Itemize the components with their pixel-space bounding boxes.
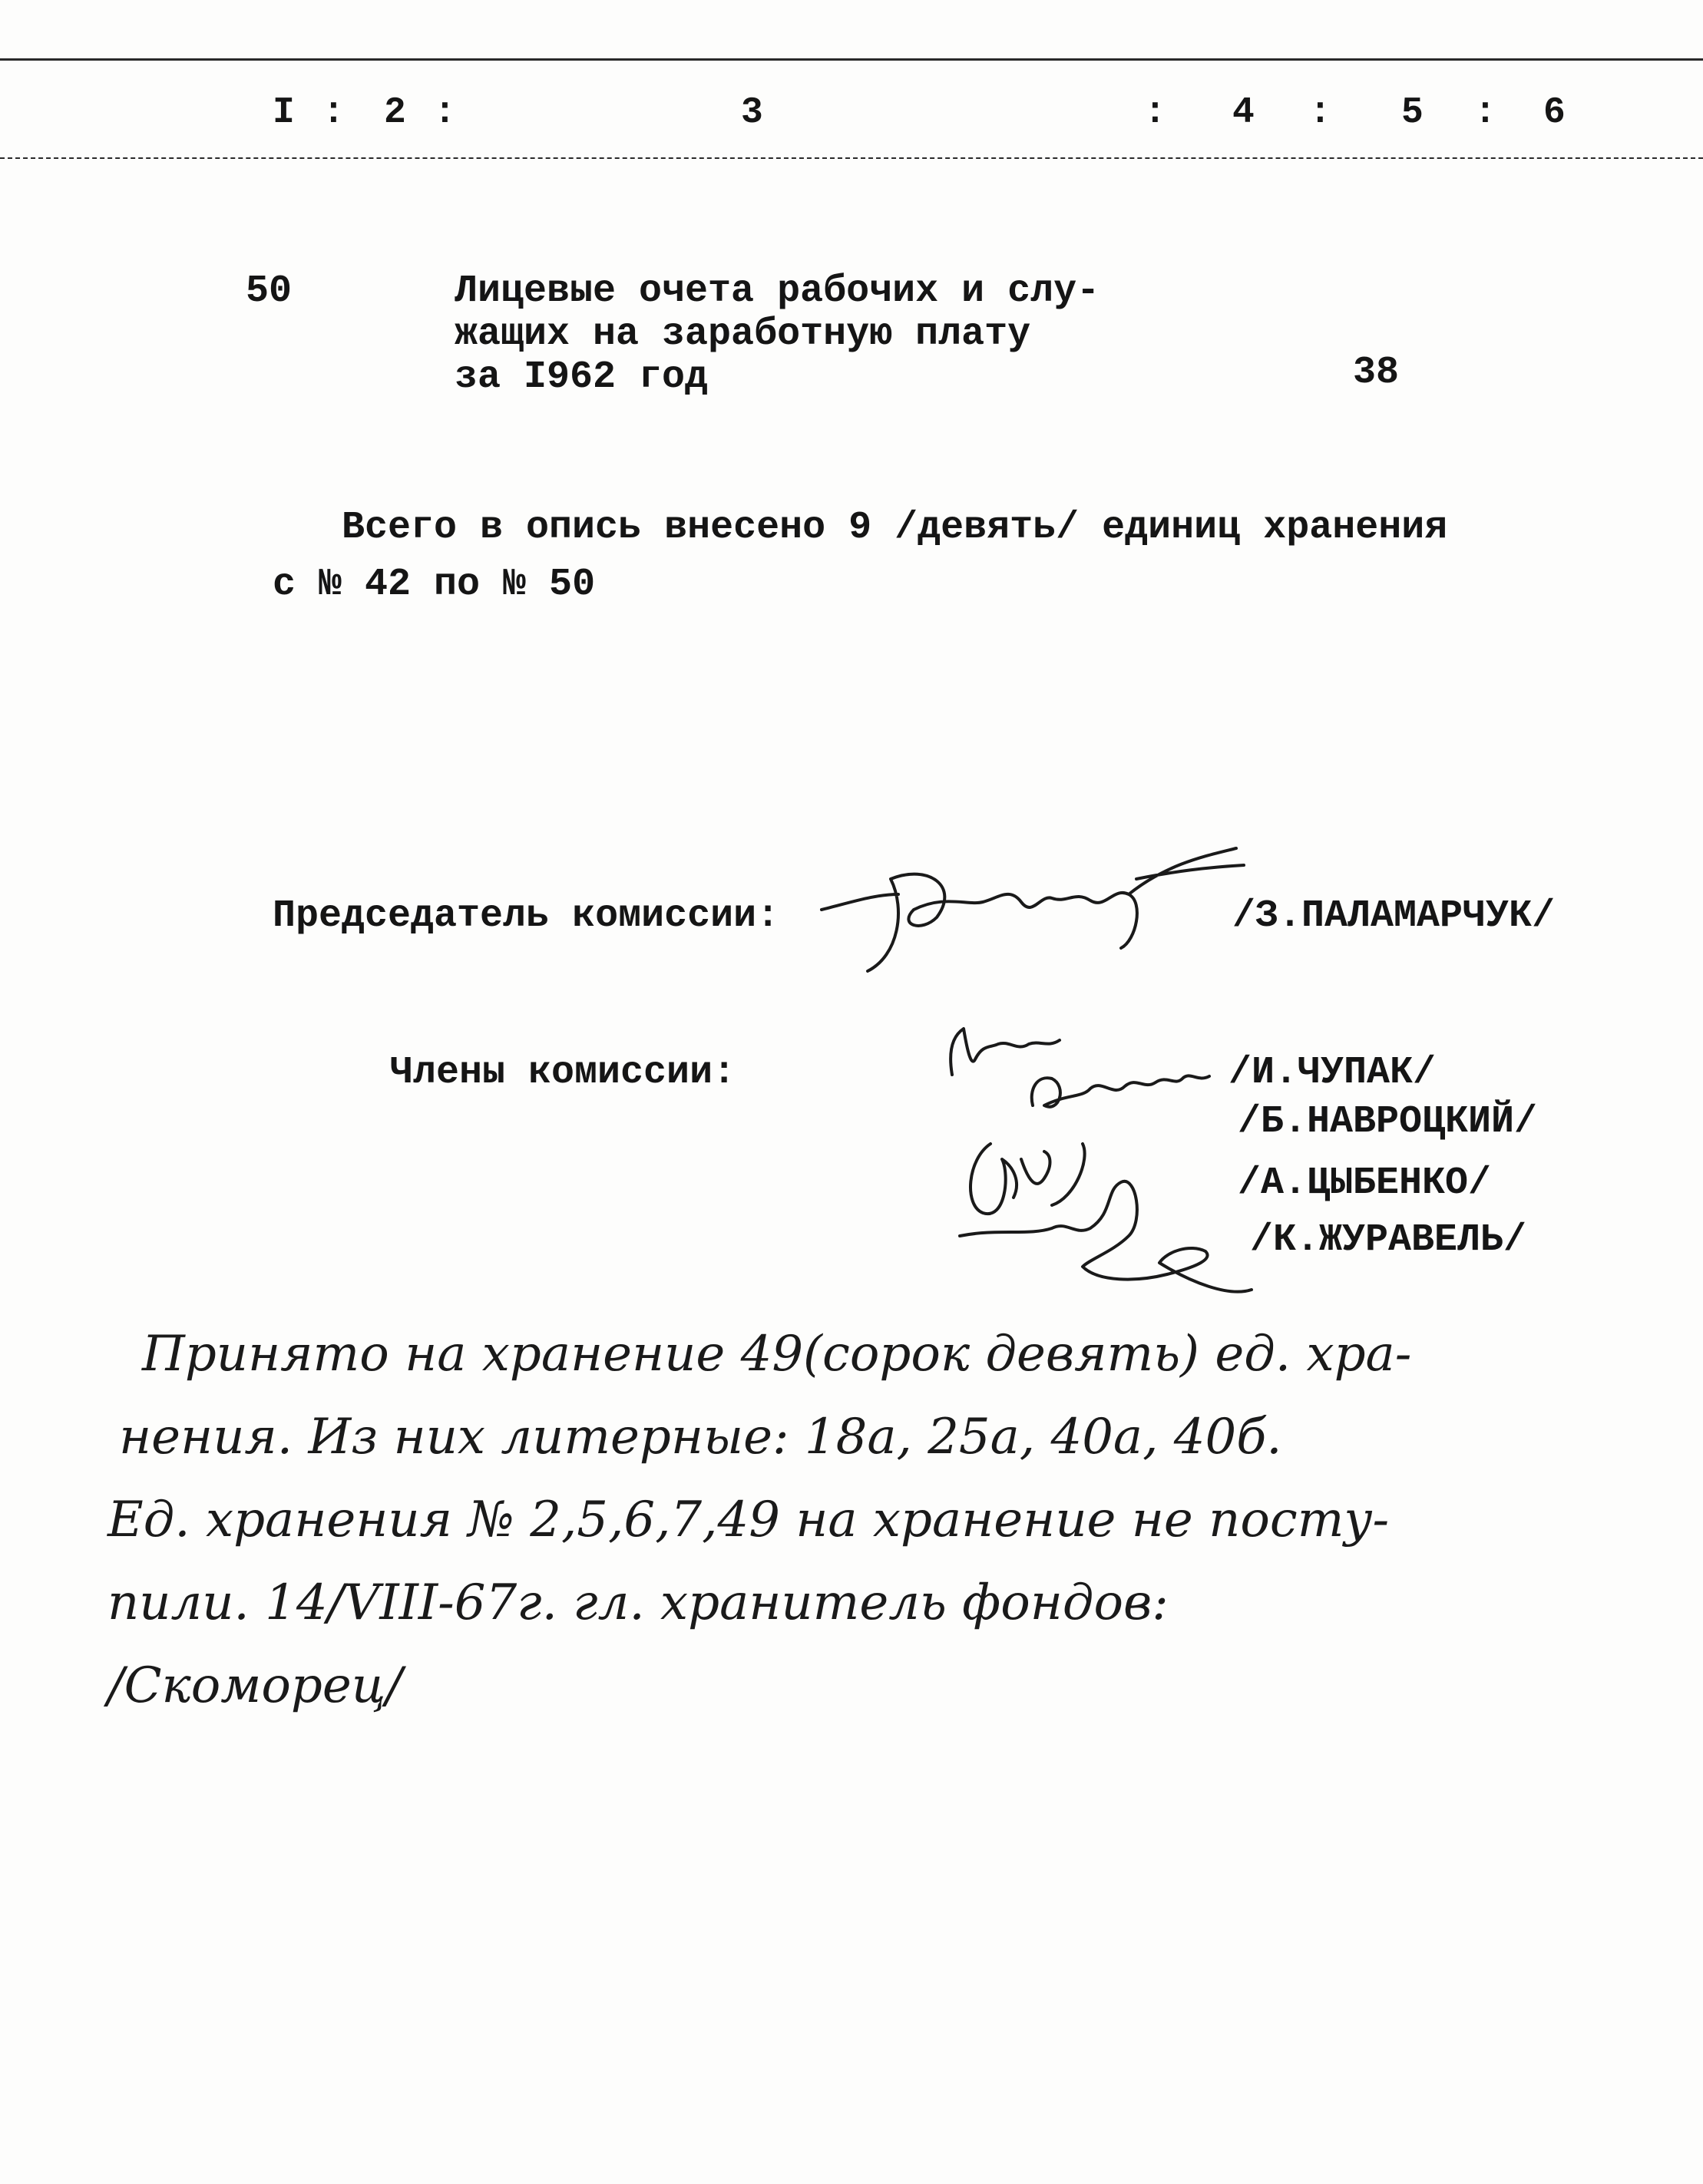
handwritten-note-line-2: нения. Из них литерные: 18а, 25а, 40а, 40б.	[119, 1409, 1282, 1465]
summary-line-2: с № 42 по № 50	[273, 563, 596, 606]
column-separator: :	[1309, 92, 1333, 134]
members-label: Члены комиссии:	[390, 1051, 736, 1095]
entry-title-line-3: за I962 год	[455, 355, 709, 399]
handwritten-note-line-4: пили. 14/VIII-67г. гл. хранитель фондов:	[107, 1574, 1169, 1631]
header-bottom-rule	[0, 157, 1703, 159]
chairman-name: /З.ПАЛАМАРЧУК/	[1232, 894, 1556, 938]
column-header-6: 6	[1543, 92, 1567, 134]
entry-number: 50	[246, 269, 293, 313]
column-separator: :	[434, 92, 458, 134]
member-name-2: /Б.НАВРОЦКИЙ/	[1238, 1100, 1538, 1144]
entry-title-line-2: жащих на заработную плату	[455, 312, 1031, 356]
column-separator: :	[1474, 92, 1498, 134]
member-name-1: /И.ЧУПАК/	[1228, 1051, 1437, 1095]
chairman-signature	[806, 833, 1252, 986]
column-separator: :	[322, 92, 346, 134]
summary-line-1: Всего в опись внесено 9 /девять/ единиц хранения	[342, 506, 1448, 550]
entry-sheet-count: 38	[1353, 351, 1400, 395]
column-header-1: I	[273, 92, 296, 134]
member-name-4: /К.ЖУРАВЕЛЬ/	[1250, 1218, 1527, 1262]
handwritten-note-line-1: Принято на хранение 49(сорок девять) ед. хра-	[142, 1326, 1412, 1383]
handwritten-note-line-5: /Скоморец/	[107, 1657, 402, 1714]
column-header-3: 3	[741, 92, 765, 134]
entry-title-line-1: Лицевые очета рабочих и слу-	[455, 269, 1100, 313]
member-name-3: /А.ЦЫБЕНКО/	[1238, 1161, 1492, 1205]
column-header-4: 4	[1232, 92, 1256, 134]
members-signatures	[937, 1006, 1259, 1328]
handwritten-note-line-3: Ед. хранения № 2,5,6,7,49 на хранение не посту-	[107, 1492, 1390, 1548]
column-header-2: 2	[384, 92, 408, 134]
column-header-5: 5	[1401, 92, 1425, 134]
column-separator: :	[1144, 92, 1168, 134]
chairman-label: Председатель комиссии:	[273, 894, 780, 938]
header-top-rule	[0, 58, 1703, 61]
